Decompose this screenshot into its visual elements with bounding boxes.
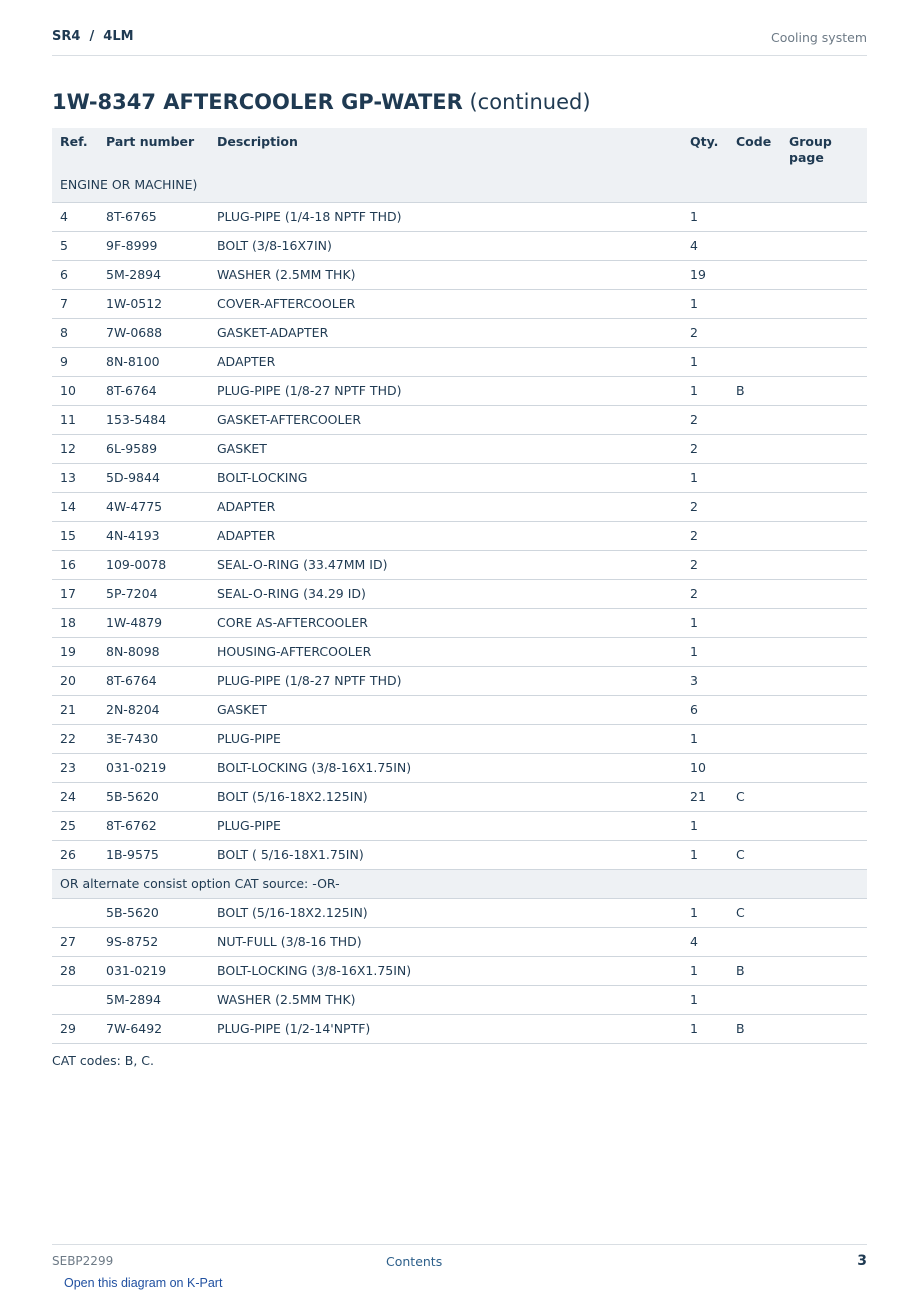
- cell-code: [728, 434, 781, 463]
- cell-description: ADAPTER: [209, 521, 682, 550]
- cell-group-page: [781, 550, 867, 579]
- cell-description: SEAL-O-RING (33.47MM ID): [209, 550, 682, 579]
- cell-part-number: 9S-8752: [98, 927, 209, 956]
- cell-ref: 19: [52, 637, 98, 666]
- cell-ref: 25: [52, 811, 98, 840]
- cell-qty: 1: [682, 608, 728, 637]
- cell-ref: 6: [52, 260, 98, 289]
- cell-part-number: 8T-6764: [98, 666, 209, 695]
- cell-qty: 6: [682, 695, 728, 724]
- cell-description: PLUG-PIPE (1/8-27 NPTF THD): [209, 376, 682, 405]
- cell-qty: 19: [682, 260, 728, 289]
- cell-code: [728, 347, 781, 376]
- cell-description: PLUG-PIPE (1/8-27 NPTF THD): [209, 666, 682, 695]
- cell-qty: 2: [682, 492, 728, 521]
- cell-part-number: 109-0078: [98, 550, 209, 579]
- cell-ref: 24: [52, 782, 98, 811]
- cell-part-number: 4W-4775: [98, 492, 209, 521]
- cell-code: [728, 405, 781, 434]
- cell-group-page: [781, 463, 867, 492]
- cell-code: [728, 463, 781, 492]
- cell-part-number: 5M-2894: [98, 985, 209, 1014]
- cell-group-page: [781, 492, 867, 521]
- column-header-group-page: Group page: [781, 128, 867, 168]
- cell-qty: 3: [682, 666, 728, 695]
- cell-description: PLUG-PIPE (1/4-18 NPTF THD): [209, 202, 682, 231]
- table-row: [52, 202, 867, 231]
- table-row: [52, 695, 867, 724]
- cell-part-number: 8T-6764: [98, 376, 209, 405]
- cell-description: CORE AS-AFTERCOOLER: [209, 608, 682, 637]
- cell-group-page: [781, 405, 867, 434]
- cell-ref: 23: [52, 753, 98, 782]
- cell-code: [728, 318, 781, 347]
- cell-qty: 1: [682, 347, 728, 376]
- cell-code: [728, 985, 781, 1014]
- cell-part-number: 6L-9589: [98, 434, 209, 463]
- table-row: [52, 956, 867, 985]
- cell-qty: 1: [682, 811, 728, 840]
- alternate-note: OR alternate consist option CAT source: -OR-: [52, 869, 867, 898]
- cell-qty: 10: [682, 753, 728, 782]
- cat-codes-note: CAT codes: B, C.: [52, 1053, 154, 1068]
- table-row: [52, 898, 867, 927]
- table-row: [52, 260, 867, 289]
- cell-group-page: [781, 956, 867, 985]
- table-row: [52, 550, 867, 579]
- title-suffix: (continued): [469, 90, 591, 114]
- cell-code: [728, 666, 781, 695]
- page-header: [52, 28, 867, 56]
- cell-part-number: 1B-9575: [98, 840, 209, 869]
- cell-description: BOLT-LOCKING (3/8-16X1.75IN): [209, 956, 682, 985]
- cell-group-page: [781, 985, 867, 1014]
- cell-group-page: [781, 434, 867, 463]
- cell-description: BOLT (3/8-16X7IN): [209, 231, 682, 260]
- cell-qty: 4: [682, 231, 728, 260]
- cell-group-page: [781, 898, 867, 927]
- cell-group-page: [781, 608, 867, 637]
- open-diagram-kpart-link[interactable]: Open this diagram on K-Part: [64, 1276, 223, 1290]
- cell-code: [728, 521, 781, 550]
- cell-description: WASHER (2.5MM THK): [209, 985, 682, 1014]
- cell-part-number: 5M-2894: [98, 260, 209, 289]
- table-row: [52, 782, 867, 811]
- table-row: [52, 318, 867, 347]
- cell-description: PLUG-PIPE (1/2-14'NPTF): [209, 1014, 682, 1043]
- section-label: Cooling system: [771, 30, 867, 45]
- cell-qty: 2: [682, 521, 728, 550]
- cell-description: BOLT (5/16-18X2.125IN): [209, 898, 682, 927]
- cell-description: BOLT-LOCKING (3/8-16X1.75IN): [209, 753, 682, 782]
- page-number: 3: [857, 1253, 867, 1269]
- cell-code: C: [728, 898, 781, 927]
- column-header-description: Description: [209, 128, 682, 168]
- page-footer: [52, 1244, 867, 1275]
- cell-code: [728, 550, 781, 579]
- parts-table-body: [52, 202, 867, 1043]
- cell-ref: 4: [52, 202, 98, 231]
- cell-group-page: [781, 637, 867, 666]
- cell-code: [728, 608, 781, 637]
- cell-description: HOUSING-AFTERCOOLER: [209, 637, 682, 666]
- table-pre-note: ENGINE OR MACHINE): [52, 168, 867, 202]
- cell-part-number: 031-0219: [98, 753, 209, 782]
- table-row: [52, 231, 867, 260]
- cell-code: B: [728, 1014, 781, 1043]
- cell-group-page: [781, 289, 867, 318]
- title-main: 1W-8347 AFTERCOOLER GP-WATER: [52, 90, 463, 114]
- cell-part-number: 7W-0688: [98, 318, 209, 347]
- cell-code: B: [728, 376, 781, 405]
- cell-group-page: [781, 231, 867, 260]
- document-id: SEBP2299: [52, 1254, 114, 1268]
- table-row: [52, 985, 867, 1014]
- cell-qty: 4: [682, 927, 728, 956]
- cell-code: [728, 637, 781, 666]
- cell-group-page: [781, 376, 867, 405]
- cell-qty: 1: [682, 956, 728, 985]
- cell-code: [728, 811, 781, 840]
- cell-ref: 21: [52, 695, 98, 724]
- cell-description: BOLT ( 5/16-18X1.75IN): [209, 840, 682, 869]
- cell-ref: 15: [52, 521, 98, 550]
- cell-code: [728, 927, 781, 956]
- cell-part-number: 9F-8999: [98, 231, 209, 260]
- cell-description: GASKET-ADAPTER: [209, 318, 682, 347]
- cell-qty: 1: [682, 1014, 728, 1043]
- cell-group-page: [781, 753, 867, 782]
- cell-ref: 14: [52, 492, 98, 521]
- cell-ref: [52, 985, 98, 1014]
- cell-qty: 2: [682, 550, 728, 579]
- cell-part-number: 7W-6492: [98, 1014, 209, 1043]
- model-label: SR4 / 4LM: [52, 29, 134, 44]
- cell-qty: 2: [682, 405, 728, 434]
- cell-ref: 26: [52, 840, 98, 869]
- cell-group-page: [781, 724, 867, 753]
- cell-group-page: [781, 666, 867, 695]
- cell-code: [728, 695, 781, 724]
- page-title: [52, 90, 591, 114]
- table-row: [52, 434, 867, 463]
- table-row: [52, 463, 867, 492]
- cell-description: BOLT (5/16-18X2.125IN): [209, 782, 682, 811]
- cell-ref: 10: [52, 376, 98, 405]
- table-row: [52, 927, 867, 956]
- column-header-part-number: Part number: [98, 128, 209, 168]
- cell-ref: 16: [52, 550, 98, 579]
- cell-description: GASKET-AFTERCOOLER: [209, 405, 682, 434]
- cell-group-page: [781, 318, 867, 347]
- cell-part-number: 2N-8204: [98, 695, 209, 724]
- cell-ref: 22: [52, 724, 98, 753]
- table-row: [52, 666, 867, 695]
- cell-qty: 2: [682, 434, 728, 463]
- cell-group-page: [781, 927, 867, 956]
- cell-code: [728, 579, 781, 608]
- cell-code: [728, 260, 781, 289]
- table-row: [52, 753, 867, 782]
- cell-ref: 27: [52, 927, 98, 956]
- cell-qty: 1: [682, 985, 728, 1014]
- cell-description: ADAPTER: [209, 492, 682, 521]
- cell-description: PLUG-PIPE: [209, 724, 682, 753]
- cell-ref: 11: [52, 405, 98, 434]
- column-header-ref: Ref.: [52, 128, 98, 168]
- cell-part-number: 5B-5620: [98, 782, 209, 811]
- cell-part-number: 8N-8100: [98, 347, 209, 376]
- table-row: [52, 579, 867, 608]
- cell-description: SEAL-O-RING (34.29 ID): [209, 579, 682, 608]
- cell-part-number: 1W-4879: [98, 608, 209, 637]
- cell-qty: 1: [682, 840, 728, 869]
- alternate-note-row: [52, 869, 867, 898]
- cell-group-page: [781, 811, 867, 840]
- cell-qty: 2: [682, 318, 728, 347]
- cell-group-page: [781, 1014, 867, 1043]
- cell-code: [728, 289, 781, 318]
- table-row: [52, 840, 867, 869]
- cell-code: [728, 753, 781, 782]
- cell-ref: [52, 898, 98, 927]
- column-header-qty: Qty.: [682, 128, 728, 168]
- cell-ref: 7: [52, 289, 98, 318]
- cell-ref: 20: [52, 666, 98, 695]
- cell-group-page: [781, 695, 867, 724]
- cell-part-number: 031-0219: [98, 956, 209, 985]
- table-row: [52, 608, 867, 637]
- cell-group-page: [781, 782, 867, 811]
- cell-part-number: 5P-7204: [98, 579, 209, 608]
- cell-ref: 12: [52, 434, 98, 463]
- table-row: [52, 811, 867, 840]
- cell-code: [728, 202, 781, 231]
- cell-ref: 18: [52, 608, 98, 637]
- table-row: [52, 1014, 867, 1043]
- cell-group-page: [781, 202, 867, 231]
- cell-description: ADAPTER: [209, 347, 682, 376]
- cell-part-number: 3E-7430: [98, 724, 209, 753]
- cell-ref: 17: [52, 579, 98, 608]
- cell-description: COVER-AFTERCOOLER: [209, 289, 682, 318]
- cell-group-page: [781, 840, 867, 869]
- cell-part-number: 5D-9844: [98, 463, 209, 492]
- cell-description: PLUG-PIPE: [209, 811, 682, 840]
- cell-ref: 13: [52, 463, 98, 492]
- cell-qty: 2: [682, 579, 728, 608]
- cell-ref: 9: [52, 347, 98, 376]
- cell-qty: 1: [682, 289, 728, 318]
- cell-group-page: [781, 521, 867, 550]
- contents-link[interactable]: Contents: [386, 1254, 443, 1269]
- table-row: [52, 289, 867, 318]
- cell-part-number: 1W-0512: [98, 289, 209, 318]
- cell-ref: 28: [52, 956, 98, 985]
- cell-part-number: 8T-6762: [98, 811, 209, 840]
- cell-code: [728, 492, 781, 521]
- cell-group-page: [781, 579, 867, 608]
- cell-qty: 1: [682, 376, 728, 405]
- table-header-row: [52, 128, 867, 168]
- table-row: [52, 492, 867, 521]
- cell-part-number: 8N-8098: [98, 637, 209, 666]
- cell-code: [728, 231, 781, 260]
- cell-description: BOLT-LOCKING: [209, 463, 682, 492]
- cell-group-page: [781, 347, 867, 376]
- cell-ref: 29: [52, 1014, 98, 1043]
- cell-part-number: 4N-4193: [98, 521, 209, 550]
- cell-ref: 5: [52, 231, 98, 260]
- cell-qty: 1: [682, 637, 728, 666]
- cell-description: WASHER (2.5MM THK): [209, 260, 682, 289]
- cell-part-number: 153-5484: [98, 405, 209, 434]
- table-row: [52, 376, 867, 405]
- cell-qty: 1: [682, 898, 728, 927]
- table-row: [52, 347, 867, 376]
- table-row: [52, 521, 867, 550]
- cell-code: [728, 724, 781, 753]
- cell-group-page: [781, 260, 867, 289]
- table-row: [52, 637, 867, 666]
- cell-description: GASKET: [209, 434, 682, 463]
- cell-code: C: [728, 782, 781, 811]
- cell-description: GASKET: [209, 695, 682, 724]
- cell-qty: 1: [682, 202, 728, 231]
- table-pre-note-row: [52, 168, 867, 202]
- cell-part-number: 8T-6765: [98, 202, 209, 231]
- table-row: [52, 724, 867, 753]
- cell-description: NUT-FULL (3/8-16 THD): [209, 927, 682, 956]
- cell-qty: 1: [682, 463, 728, 492]
- cell-qty: 1: [682, 724, 728, 753]
- cell-ref: 8: [52, 318, 98, 347]
- parts-table: [52, 128, 867, 1044]
- table-row: [52, 405, 867, 434]
- cell-code: C: [728, 840, 781, 869]
- cell-part-number: 5B-5620: [98, 898, 209, 927]
- cell-code: B: [728, 956, 781, 985]
- column-header-code: Code: [728, 128, 781, 168]
- cell-qty: 21: [682, 782, 728, 811]
